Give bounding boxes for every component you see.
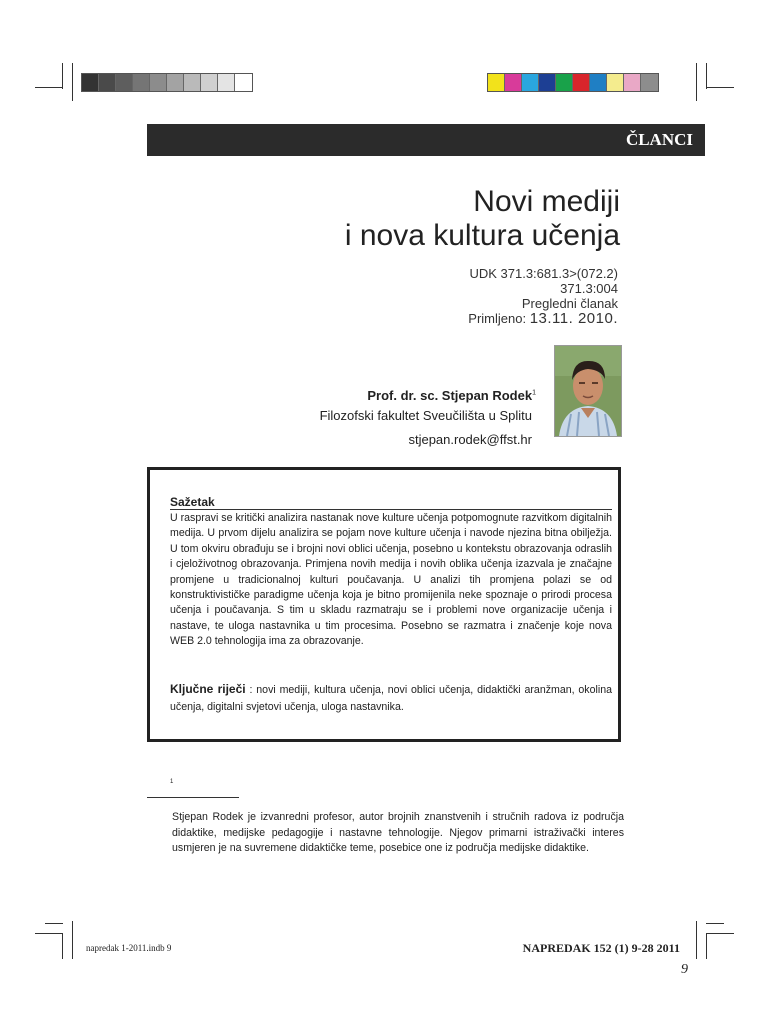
crop-mark bbox=[696, 921, 697, 959]
calibration-swatch bbox=[150, 74, 167, 91]
calibration-swatch bbox=[505, 74, 522, 91]
crop-mark bbox=[35, 933, 63, 934]
received-date: 13.11. 2010. bbox=[529, 310, 618, 327]
calibration-swatch bbox=[607, 74, 624, 91]
calibration-swatch bbox=[201, 74, 218, 91]
crop-mark bbox=[35, 87, 63, 88]
calibration-swatch bbox=[133, 74, 150, 91]
section-header bbox=[147, 124, 705, 156]
received-line bbox=[468, 311, 618, 326]
color-calibration-bar bbox=[487, 73, 659, 92]
keywords-label: Ključne riječi bbox=[170, 682, 246, 696]
crop-mark bbox=[72, 63, 73, 101]
crop-mark bbox=[696, 63, 697, 101]
crop-mark bbox=[706, 933, 734, 934]
journal-reference: NAPREDAK 152 (1) 9-28 2011 bbox=[522, 941, 680, 955]
calibration-swatch bbox=[167, 74, 184, 91]
author-footnote-ref: 1 bbox=[532, 389, 536, 397]
calibration-swatch bbox=[235, 74, 252, 91]
title-line-1: Novi mediji bbox=[473, 185, 620, 218]
crop-mark bbox=[706, 933, 707, 959]
footnote-marker: 1 bbox=[170, 779, 174, 785]
calibration-swatch bbox=[556, 74, 573, 91]
calibration-swatch bbox=[99, 74, 116, 91]
author-name-line bbox=[367, 388, 536, 403]
crop-mark bbox=[706, 923, 724, 924]
print-slug: napredak 1-2011.indb 9 bbox=[86, 943, 172, 953]
calibration-swatch bbox=[573, 74, 590, 91]
calibration-swatch bbox=[116, 74, 133, 91]
article-type: Pregledni članak bbox=[521, 296, 618, 311]
calibration-swatch bbox=[488, 74, 505, 91]
article-meta bbox=[468, 266, 618, 326]
author-name: Prof. dr. sc. Stjepan Rodek bbox=[367, 388, 533, 403]
calibration-swatch bbox=[539, 74, 556, 91]
calibration-swatch bbox=[522, 74, 539, 91]
received-label: Primljeno: bbox=[468, 311, 527, 326]
author-photo bbox=[554, 345, 622, 437]
calibration-swatch bbox=[624, 74, 641, 91]
title-line-2: i nova kultura učenja bbox=[344, 219, 620, 252]
udk-code: UDK 371.3:681.3>(072.2) bbox=[469, 266, 618, 281]
calibration-swatch bbox=[184, 74, 201, 91]
author-portrait-graphic bbox=[555, 346, 621, 436]
crop-mark bbox=[706, 63, 707, 89]
keywords bbox=[170, 681, 612, 716]
article-title bbox=[345, 185, 620, 253]
author-email[interactable]: stjepan.rodek@ffst.hr bbox=[408, 432, 532, 447]
crop-mark bbox=[72, 921, 73, 959]
section-label: ČLANCI bbox=[625, 130, 693, 149]
calibration-swatch bbox=[641, 74, 658, 91]
calibration-swatch bbox=[590, 74, 607, 91]
abstract-heading: Sažetak bbox=[170, 495, 612, 510]
keywords-list: : novi mediji, kultura učenja, novi oblici učenja, didaktički aranžman, okolina učenja, digitalni svjetovi učenja, uloga nastavnika. bbox=[170, 684, 612, 713]
crop-mark bbox=[45, 923, 63, 924]
footnote-text: Stjepan Rodek je izvanredni profesor, autor brojnih znanstvenih i stručnih radova iz područja didaktike, medijske pedagogije i nastavne tehnologije. Njegov primarni istraživački interes usmjeren je na suvremene didaktičke teme, posebice one iz područja medijske didaktike. bbox=[172, 811, 624, 854]
crop-mark bbox=[62, 933, 63, 959]
grayscale-calibration-bar bbox=[81, 73, 253, 92]
calibration-swatch bbox=[82, 74, 99, 91]
footnote-rule bbox=[147, 797, 239, 798]
page-number: 9 bbox=[681, 962, 688, 977]
abstract-box bbox=[147, 467, 621, 742]
author-affiliation: Filozofski fakultet Sveučilišta u Splitu bbox=[319, 408, 532, 423]
crop-mark bbox=[62, 63, 63, 89]
abstract-text: U raspravi se kritički analizira nastanak nove kulture učenja potpomognute razvitkom digitalnih medija. U prvom dijelu analizira se pojam nove kulture učenja i navode njezina bitna obilježja. U tom okviru obrađuju se i brojni novi oblici učenja, posebno u kontekstu obrazovanja odraslih i cjeloživotnog obrazovanja. Primjena novih medija i novih oblika učenja izazvala je značajne promjene u tradicionalnoj kulturi poučavanja. U analizi tih promjena polazi se od konstruktivističke paradigme učenja koja je bitno promijenila neke spoznaje o prirodi procesa učenja i poučavanja. S tim u skladu razmatraju se i problemi nove organizacije učenja i nastave, te uloga nastavnika u tim procesima. Posebno se razmatra i značenje koje nova WEB 2.0 tehnologija ima za obrazovanje. bbox=[170, 512, 612, 648]
udk-code-secondary: 371.3:004 bbox=[560, 281, 618, 296]
crop-mark bbox=[706, 87, 734, 88]
calibration-swatch bbox=[218, 74, 235, 91]
